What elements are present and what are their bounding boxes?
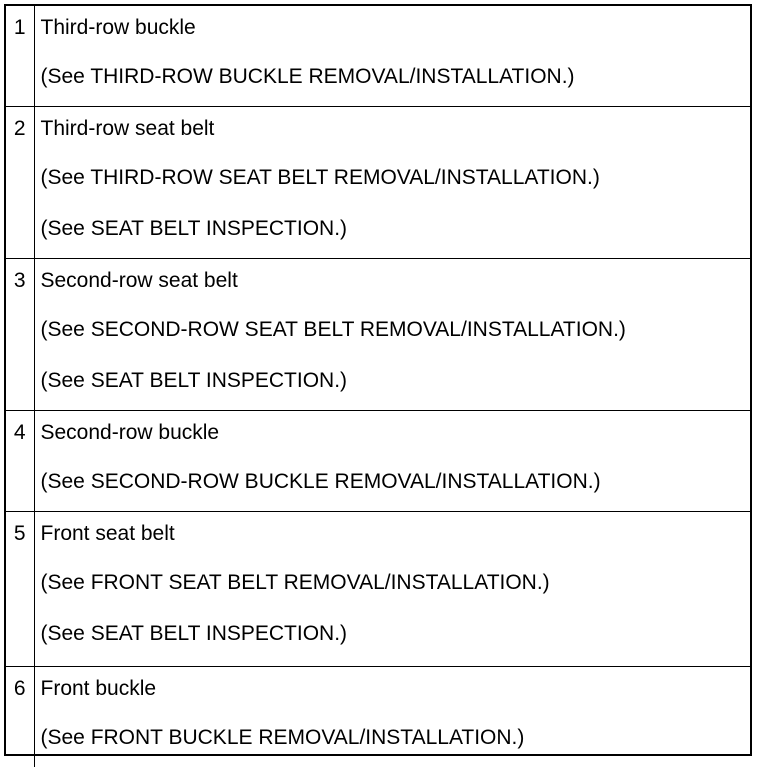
item-number-cell xyxy=(6,667,34,767)
item-reference-link[interactable]: (See SEAT BELT INSPECTION.) xyxy=(35,207,751,258)
item-reference-link[interactable]: (See FRONT SEAT BELT REMOVAL/INSTALLATION.) xyxy=(35,561,751,612)
item-reference-link[interactable]: (See SECOND-ROW SEAT BELT REMOVAL/INSTALLATION.) xyxy=(35,308,751,359)
item-title: Front seat belt xyxy=(35,512,751,561)
item-title: Second-row seat belt xyxy=(35,259,751,308)
item-number-cell xyxy=(6,6,34,107)
item-number: 3 xyxy=(6,259,34,302)
table-row xyxy=(6,259,750,411)
item-description-cell xyxy=(34,107,750,259)
item-number-cell xyxy=(6,107,34,259)
item-description-cell xyxy=(34,411,750,512)
item-description-cell xyxy=(34,512,750,667)
item-title: Third-row seat belt xyxy=(35,107,751,156)
item-number: 1 xyxy=(6,6,34,49)
parts-table xyxy=(6,6,750,767)
item-number: 6 xyxy=(6,667,34,710)
item-reference-link[interactable]: (See SEAT BELT INSPECTION.) xyxy=(35,359,751,410)
item-reference-link[interactable]: (See SECOND-ROW BUCKLE REMOVAL/INSTALLATION.) xyxy=(35,460,751,511)
item-reference-link[interactable]: (See FRONT BUCKLE REMOVAL/INSTALLATION.) xyxy=(35,716,751,767)
table-row xyxy=(6,107,750,259)
item-reference-link[interactable]: (See SEAT BELT INSPECTION.) xyxy=(35,612,751,663)
item-description-cell xyxy=(34,667,750,767)
item-title: Front buckle xyxy=(35,667,751,716)
item-reference-link[interactable]: (See THIRD-ROW SEAT BELT REMOVAL/INSTALLATION.) xyxy=(35,156,751,207)
table-row xyxy=(6,512,750,667)
item-number: 5 xyxy=(6,512,34,555)
item-number: 2 xyxy=(6,107,34,150)
item-reference-link[interactable]: (See THIRD-ROW BUCKLE REMOVAL/INSTALLATION.) xyxy=(35,55,751,106)
table-row xyxy=(6,667,750,767)
table-row xyxy=(6,6,750,107)
table-row xyxy=(6,411,750,512)
parts-reference-document xyxy=(4,4,752,756)
item-number-cell xyxy=(6,512,34,667)
item-title: Third-row buckle xyxy=(35,6,751,55)
item-description-cell xyxy=(34,259,750,411)
item-title: Second-row buckle xyxy=(35,411,751,460)
item-number-cell xyxy=(6,259,34,411)
item-number-cell xyxy=(6,411,34,512)
item-description-cell xyxy=(34,6,750,107)
item-number: 4 xyxy=(6,411,34,454)
